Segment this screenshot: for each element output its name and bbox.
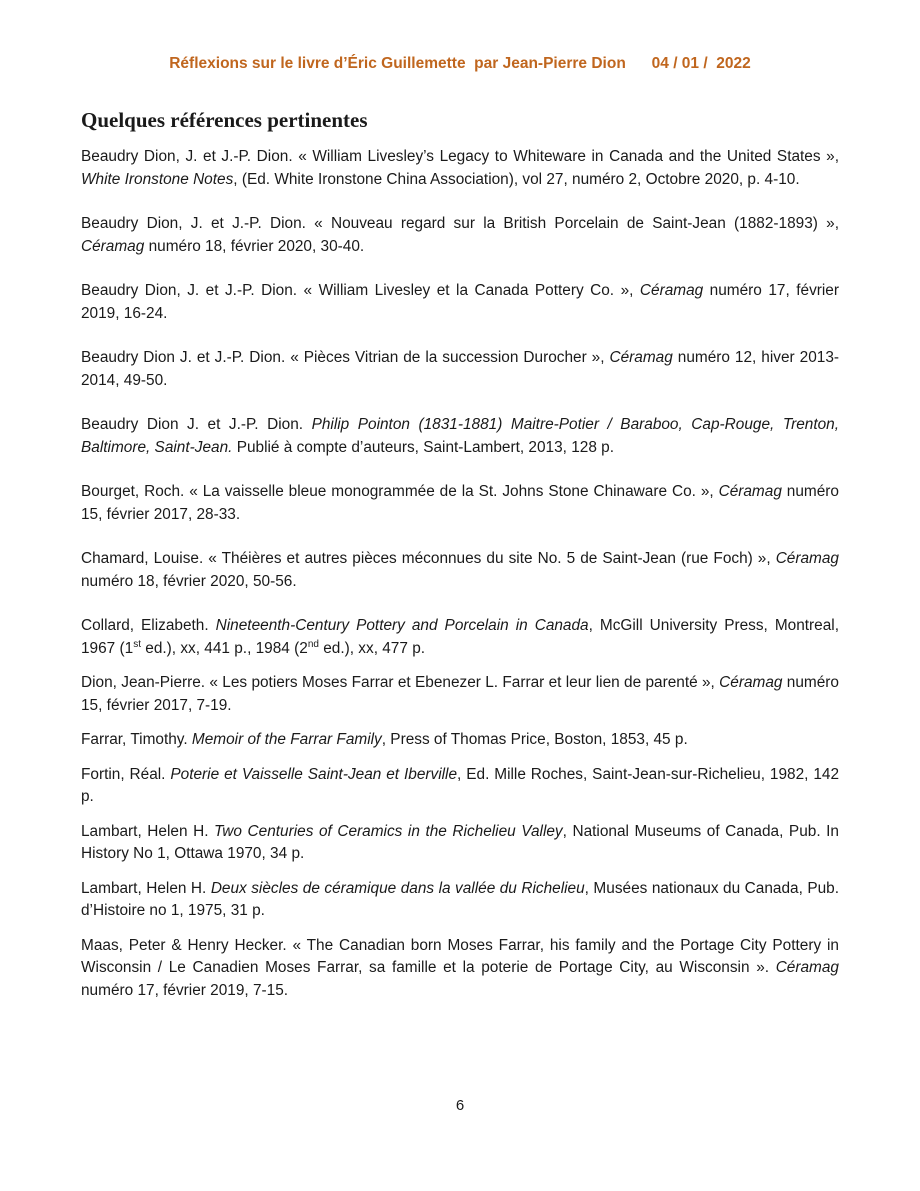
reference-title: Céramag [775,550,839,567]
header-title: Réflexions sur le livre d’Éric Guillemette par Jean-Pierre Dion [169,55,626,72]
section-title: Quelques références pertinentes [81,108,368,132]
reference-text: , McGill University Press, Montreal, 1967 (1 [81,617,839,657]
reference-title: Céramag [639,282,704,299]
reference-title: Céramag [775,959,839,976]
reference-item [81,935,839,1003]
reference-title: Deux siècles de céramique dans la vallée du Richelieu [210,879,585,897]
reference-text: Collard, Elizabeth. [81,617,216,634]
reference-text: numéro 17, février 2019, 7-15. [81,981,289,999]
reference-text: numéro 12, hiver 2013-2014, 49-50. [81,349,839,389]
reference-item [81,481,839,526]
reference-text: numéro 15, février 2017, 7-19. [81,674,839,714]
reference-title: Nineteenth-Century Pottery and Porcelain in Canada [215,617,589,634]
reference-item [81,548,839,593]
reference-item [81,672,839,717]
reference-text: numéro 17, février 2019, 16-24. [81,282,839,322]
reference-text: Beaudry Dion, J. et J.-P. Dion. « William Livesley et la Canada Pottery Co. », [81,282,640,299]
reference-text: Lambart, Helen H. [81,879,211,897]
reference-list [81,146,839,1002]
reference-title: Céramag [609,349,673,366]
reference-title: Poterie et Vaisselle Saint-Jean et Iberville [170,765,458,783]
reference-text: , Musées nationaux du Canada, Pub. d’Histoire no 1, 1975, 31 p. [81,879,839,919]
reference-item [81,821,839,866]
reference-item [81,414,839,459]
reference-item [81,347,839,392]
header-date: 04 / 01 / 2022 [651,55,751,72]
reference-title: Philip Pointon (1831-1881) Maitre-Potier / Baraboo, Cap-Rouge, Trenton, Baltimore, Saint-Jean. [81,416,839,456]
page-header [0,55,920,73]
reference-item [81,280,839,325]
reference-text: Maas, Peter & Henry Hecker. « The Canadian born Moses Farrar, his family and the Portage City Pottery in Wisconsin / Le Canadien Moses Farrar, sa famille et la poterie de Portage City, au Wisconsin ». [81,936,839,976]
reference-item [81,764,839,809]
reference-text: Beaudry Dion, J. et J.-P. Dion. « William Livesley’s Legacy to Whiteware in Canada and the United States », [81,148,839,165]
reference-text: , (Ed. White Ironstone China Association), vol 27, numéro 2, Octobre 2020, p. 4-10. [233,170,800,188]
reference-title: Céramag [81,237,145,255]
reference-text: Beaudry Dion J. et J.-P. Dion. [81,416,312,433]
reference-text: Lambart, Helen H. [81,822,215,840]
reference-item [81,878,839,923]
reference-text: numéro 18, février 2020, 30-40. [144,237,365,255]
reference-text: Bourget, Roch. « La vaisselle bleue monogrammée de la St. Johns Stone Chinaware Co. », [81,483,719,500]
reference-text: Chamard, Louise. « Théières et autres pièces méconnues du site No. 5 de Saint-Jean (rue Foch) », [81,550,776,567]
reference-title: Céramag [718,483,782,500]
reference-superscript: nd [307,638,319,650]
reference-item [81,729,839,752]
reference-text: Fortin, Réal. [81,765,171,783]
reference-superscript: st [133,638,141,650]
reference-text: numéro 18, février 2020, 50-56. [81,572,297,590]
reference-text: , Ed. Mille Roches, Saint-Jean-sur-Richelieu, 1982, 142 p. [81,765,839,805]
reference-text: Beaudry Dion, J. et J.-P. Dion. « Nouveau regard sur la British Porcelain de Saint-Jean (1882-1893) », [81,215,839,232]
reference-text: numéro 15, février 2017, 28-33. [81,483,839,523]
reference-text: ed.), xx, 477 p. [318,639,426,657]
reference-text: , Press of Thomas Price, Boston, 1853, 45 p. [381,731,688,748]
reference-text: Dion, Jean-Pierre. « Les potiers Moses Farrar et Ebenezer L. Farrar et leur lien de parenté », [81,674,720,691]
reference-item [81,213,839,258]
reference-title: Céramag [719,674,783,691]
reference-title: White Ironstone Notes [81,170,234,188]
reference-item [81,146,839,191]
reference-text: , National Museums of Canada, Pub. In History No 1, Ottawa 1970, 34 p. [81,822,839,862]
reference-title: Memoir of the Farrar Family [191,731,382,748]
reference-text: Beaudry Dion J. et J.-P. Dion. « Pièces Vitrian de la succession Durocher », [81,349,610,366]
reference-text: ed.), xx, 441 p., 1984 (2 [140,639,308,657]
reference-text: Farrar, Timothy. [81,731,192,748]
reference-title: Two Centuries of Ceramics in the Richelieu Valley [214,822,563,840]
reference-text: Publié à compte d’auteurs, Saint-Lambert, 2013, 128 p. [232,438,615,456]
reference-item [81,615,839,660]
page-number: 6 [455,1097,465,1114]
